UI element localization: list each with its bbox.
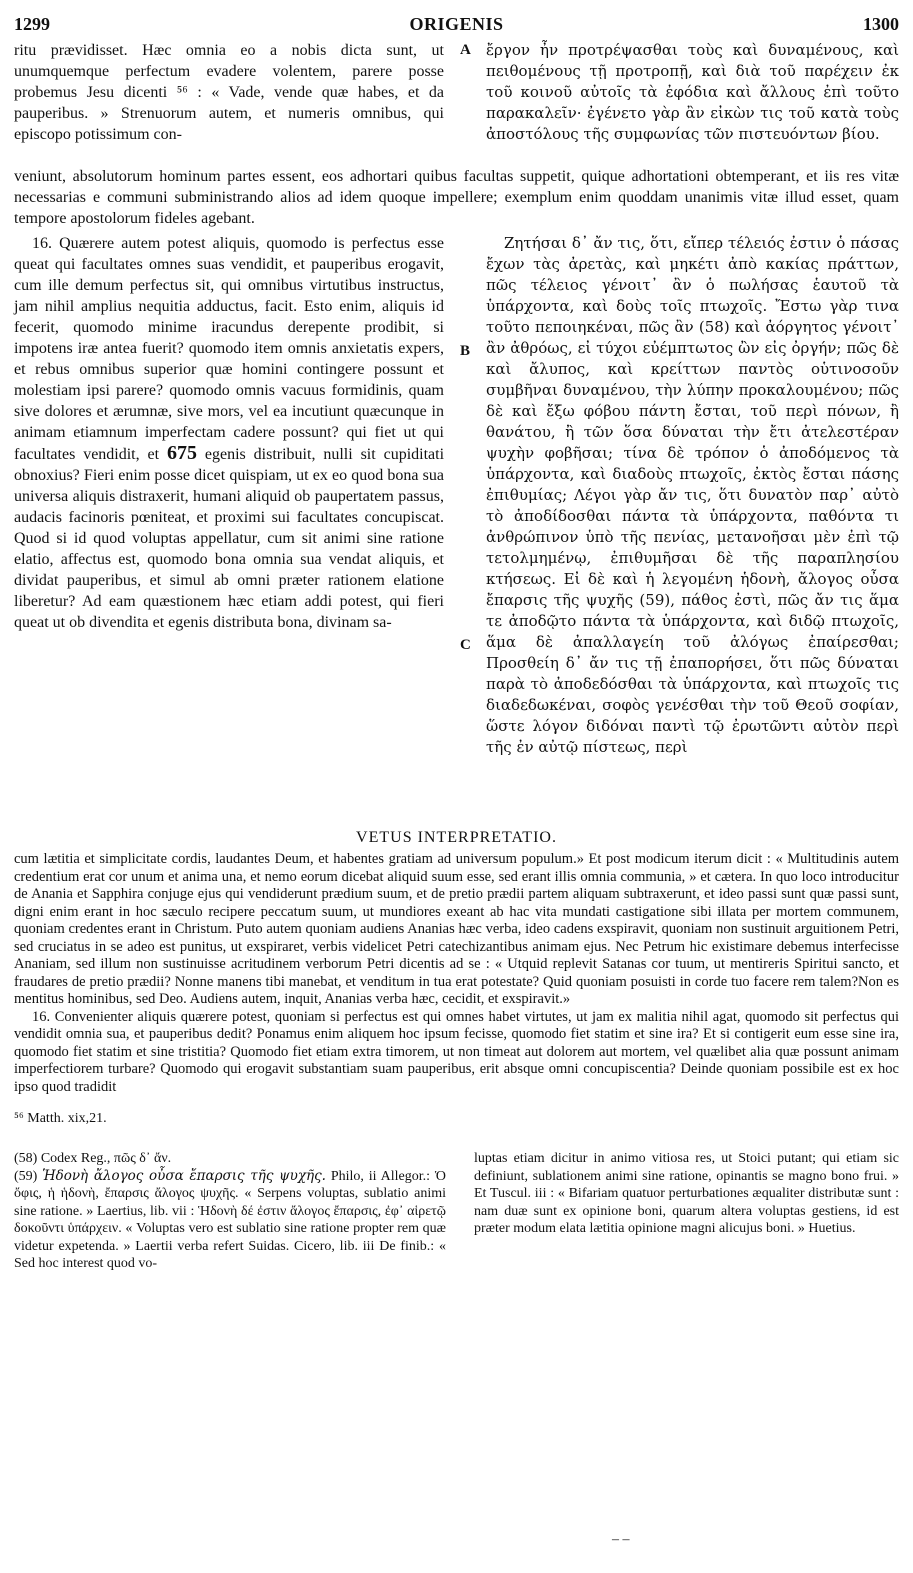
column-number-right: 1300 <box>863 14 899 34</box>
vetus-interpretatio-heading: VETUS INTERPRETATIO. <box>356 829 557 846</box>
page-end-mark: – – <box>612 1532 630 1547</box>
column-number-left: 1299 <box>14 14 50 34</box>
full-width-continuation: veniunt, absolutorum hominum partes essent, eos adhortari quibus facultas suppetit, quique adhortationi obtemperant, et iis res vitæ necessarias e communi subministrando alios ad idem quoque impellere; exemplum enim quoddam unanimis vitæ illud esset, quam tempore apostolorum fideles agebant. <box>14 168 899 227</box>
document-page <box>14 10 899 1560</box>
section-16-block <box>14 233 899 823</box>
top-two-column-block <box>14 40 899 166</box>
latin-column-section-16 <box>14 233 444 633</box>
note-58: (58) Codex Reg., πῶς δ᾽ ἄν. <box>14 1151 172 1166</box>
running-title: ORIGENIS <box>409 14 504 34</box>
note-59-text: Philo, ii Allegor.: Ὁ ὄφις, ἡ ἡδονὴ, ἔπαρσις ἄλογος ψυχῆς. « Serpens voluptas, sublatio animi sine ratione. » Laertius, lib. vii : Ἡδονὴ δέ ἐστιν ἄλογος ἔπαρσις, ἐφ᾽ αἱρετῷ δοκοῦντι ὑπάρχειν. « Voluptas vero est sublatio sine ratione propter rem quæ videtur expetenda. » Laertii verba refert Suidas. Cicero, lib. iii De finib.: « Sed hoc interest quod vo- <box>14 1168 446 1271</box>
greek-column-top: ἔργον ἦν προτρέψασθαι τοὺς καὶ δυναμένους, καὶ πειθομένους τῇ προτροπῇ, καὶ διὰ τοῦ παρέχειν ἐκ τοῦ κοινοῦ αὐτοῖς τὰ ἐφόδια καὶ ἄλλους ἐπὶ τοῦτο παρακαλεῖν· ἐγένετο γὰρ ἂν εἰκὼν τις τοῦ κατὰ τοὺς ἀποστόλους τῆς συμφωνίας τῶν πιστευόντων βίου. <box>486 41 899 143</box>
margin-marker-c: C <box>460 637 471 653</box>
notes-right-column: luptas etiam dicitur in animo vitiosa res, ut Stoici putant; qui etiam sic definiunt, sublationem animi sine ratione, opinantis se magno bono frui. » Et Tuscul. iii : « Bifariam quatuor perturbationes æqualiter distributæ sunt : nam duæ sunt ex opinione boni, quarum altera voluptas gestiens, id est præter modum elata lætitia opinione magni alicujus boni. » Huetius. <box>474 1151 899 1236</box>
vetus-paragraph-1: cum lætitia et simplicitate cordis, laudantes Deum, et habentes gratiam ad universum populum.» Et post modicum iterum dicit : « Multitudinis autem credentium erat cor unum et anima una, et nemo eorum dicebat aliquid suum esse, sed erant illis omnia communia, » et cætera. In quo loco introducitur de Anania et Sapphira conjuge ejus qui vendiderunt prædium suum, et de pretio prædii partem aliquam subtraxerunt, et ideo passi sunt quæ passi sunt, digni enim erant in hoc sæculo recipere peccatum suum, ut mundiores exeant ab hac vita mundati castigatione sibi illata per mortem communem, quoniam credentes erant in Christum. Puto autem quoniam audiens Ananias hæc verba, ideo cadens exspiravit, quoniam non sustinuit arguitionem Petri, sed cruciatus in se adeo est punitus, ut exspiraret, verbis videlicet Petri catechizantibus animam ejus. Nec Petrum hic existimare debemus interfecisse Ananiam, sed illum non sustinuisse acritudinem verborum Petri dicentis ad se : « Utquid replevit Satanas cor tuum, ut mentireris Spiritui sancto, et fraudares de pretio prædii? Nonne manens tibi manebat, et venditum in tua erat potestate? Quid quoniam posuisti in corde tuo facere rem talem?Non es mentitus hominibus, sed Deo. Audiens autem, inquit, Ananias verba hæc, cecidit, et exspiravit.» <box>14 851 899 1007</box>
footnote-matthew: ⁵⁶ Matth. xix,21. <box>14 1111 107 1126</box>
vetus-paragraph-2: 16. Convenienter aliquis quærere potest, quoniam si perfectus est qui omnes habet virtutes, ut jam ex malitia nihil agat, quomodo sit perfectus qui vendidit omnia sua, et pauperibus dedit? Ponamus enim aliquem hoc ipsum fecisse, quomodo fiet statim et sine ira? Et si contigerit eum esse sine ira, quomodo fiet statim et sine tristitia? Quomodo fiet etiam extra timorem, ut non timeat aut dolorem aut mortem, vel quælibet alia quæ possunt animam imperfectiorem turbare? Quomodo qui erogavit substantiam suam pauperibus, erit absque omni concupiscentia? Deinde quoniam possibile est ex hoc ipso quod tradidit <box>14 1008 899 1095</box>
greek-column-section-16 <box>486 233 899 758</box>
column-number-675: 675 <box>166 442 197 464</box>
page-header <box>14 10 899 40</box>
greek-text-section-16: Ζητήσαι δ᾽ ἄν τις, ὅτι, εἴπερ τέλειός ἐστιν ὁ πάσας ἔχων τὰς ἀρετὰς, καὶ μηκέτι ἀπὸ κακίας πράττων, πῶς τέλειος γένοιτ᾽ ἂν ὁ πωλήσας ἑαυτοῦ τὰ ὑπάρχοντα, καὶ δοὺς τοῖς πτωχοῖς. Ἔστω γὰρ τινα τοῦτο πεποιηκέναι, πῶς ἂν (58) καὶ ἀόργητος γένοιτ᾽ ἂν ἀθρόως, εἰ τύχοι εὐέμπτωτος ὢν εἰς ὀργήν; πῶς δὲ καὶ ἄλυπος, καὶ κρείττων παντὸς οὑτινοσοῦν συμβῆναι δυναμένου, τὴν λύπην προκαλουμένου; πῶς δὲ καὶ ἔξω φόβου πάντη ἔσται, τοῦ περὶ πόνων, ἢ θανάτου, ἢ τῶν ὅσα δύναται τὴν ἔτι ἀτελεστέραν ψυχὴν φοβῆσαι; τίνα δὲ τρόπον ὁ ἀποδόμενος τὰ ὑπάρχοντα, καὶ διαδοὺς πτωχοῖς, ἐκτὸς ἔσται πάσης ἐπιθυμίας; Λέγοι γὰρ ἄν τις, ὅτι δυνατὸν παρ᾽ αὐτὸ τὸ ἀποδίδοσθαι πάντα τὰ ὑπάρχοντα, παθόντα τι ἀνθρώπινον ὑπὸ τῆς πενίας, μετανοῆσαι μὲν ἐπὶ τῷ τετολμημένῳ, ἐπιθυμῆσαι δὲ τῆς παραπλησίου κτήσεως. Εἰ δὲ καὶ ἡ λεγομένη ἡδονὴ, ἄλογος οὖσα ἔπαρσις τῆς ψυχῆς (59), πάθος ἐστὶ, πῶς ἄν τις ἅμα τε ἀποδῷτο πάντα τὰ ὑπάρχοντα, καὶ διδῷ πτωχοῖς, ἅμα δὲ ἀπαλλαγείη τοῦ ἀλόγως ἐπαίρεσθαι; Προσθείη δ᾽ ἄν τις τῇ ἐπαπορήσει, ὅτι πῶς δύναται παρὰ τὸ ἀποδεδόσθαι τὰ ὑπάρχοντα, καὶ πτωχοῖς τις διαδεδωκέναι, σοφὸς γενέσθαι τὴν τοῦ Θεοῦ σοφίαν, ὥστε λόγον διδόναι παντὶ τῷ ἐρωτῶντι αὐτὸν περὶ τῆς ἐν αὐτῷ πίστεως, περὶ <box>486 234 899 756</box>
note-59-greek: Ἡδονὴ ἄλογος οὖσα ἔπαρσις τῆς ψυχῆς. <box>42 1167 326 1184</box>
vetus-interpretatio-text <box>14 851 899 1096</box>
latin-column-top: ritu prævidisset. Hæc omnia eo a nobis dicta sunt, ut unumquemque perfectum evadere volentem, parere posse probemus Jesu dicenti ⁵⁶ : « Vade, vende quæ habes, et da pauperibus. » Strenuorum autem, et numeris omnibus, qui episcopo potissimum con- <box>14 42 444 143</box>
notes-left-column <box>14 1150 446 1273</box>
margin-marker-a: A <box>460 42 471 58</box>
note-59-label: (59) <box>14 1168 38 1184</box>
latin-text-part-1: 16. Quærere autem potest aliquis, quomodo is perfectus esse queat qui facultates omnes suas vendidit, et pauperibus erogavit, cum ille demum perfectus sit, qui omnibus virtutibus instructus, jam nihil amplius nequitia adductus, facit. Esto enim, aliquis id fecerit, quomodo minime iracundus derepente prodibit, si impotens iræ antea fuerit? quomodo item omnis anxietatis expers, et rebus omnibus superior quæ homini contingere possunt et molestiam ipsi parere? quomodo omnis vacuus formidinis, quam sive dolores et ærumnæ, sive mors, vel ea incutiunt quæcunque in animam etiamnum imperfectam cadere possunt? qui fiet ut qui facultates vendidit, et <box>14 235 444 463</box>
margin-marker-b: B <box>460 343 471 359</box>
note-59 <box>14 1168 446 1273</box>
latin-text-part-2: egenis distribuit, nulli sit cupiditati obnoxius? Fieri enim posse dicet quispiam, ut ex eo quod bona sua universa aliquis distraxerit, humani aliquid ob paupertatem passus, audacis facinoris pœniteat, et proximi sui facultates concupiscat. Quod si id quod voluptas appellatur, cum sit animi sine ratione elatio, affectus est, quomodo bona omnia sua vendat aliquis, et dividat pauperibus, et simul ab omni præter rationem elatione liberetur? Ad eam quæstionem hæc etiam addi potest, qui fieri queat ut ob divendita et egenis distributa bona, divinam sa- <box>14 446 445 631</box>
